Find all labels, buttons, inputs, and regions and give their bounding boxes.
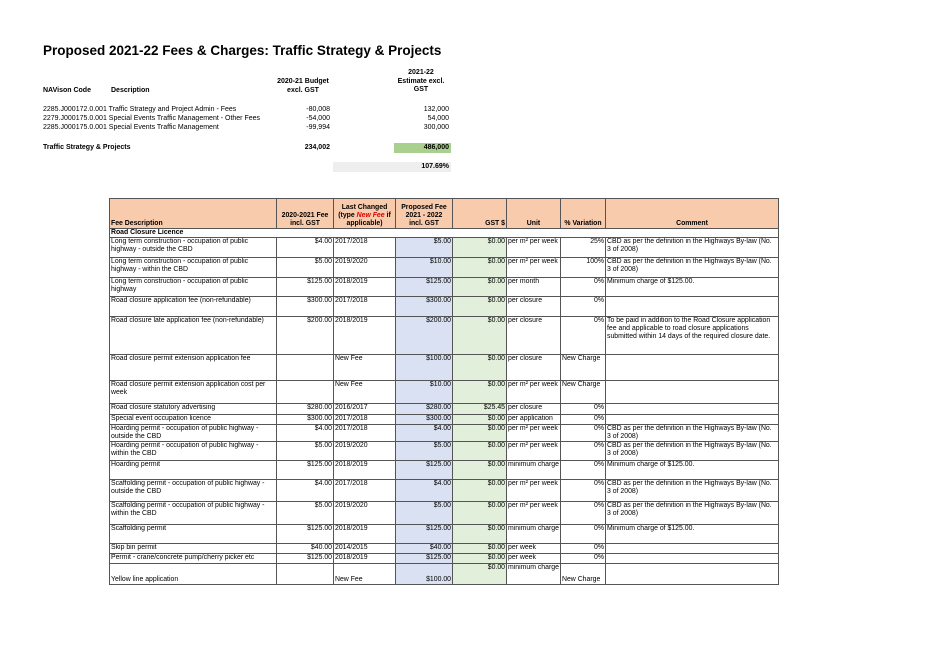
gst-value: $0.00 <box>453 415 507 425</box>
col-header-comment: Comment <box>606 199 779 229</box>
proposed-fee: $4.00 <box>396 480 453 502</box>
unit: per m² per week <box>507 502 561 525</box>
summary-description: Special Events Traffic Management - Other Fees <box>108 115 261 122</box>
unit: minimum charge <box>507 564 561 585</box>
summary-budget: -99,994 <box>306 124 330 131</box>
summary-row <box>43 124 219 133</box>
summary-budget: -80,008 <box>306 106 330 113</box>
summary-description: Special Events Traffic Management <box>108 124 219 131</box>
comment: CBD as per the definition in the Highways By-law (No. 3 of 2008) <box>606 238 779 258</box>
fee-2020: $125.00 <box>277 278 334 297</box>
last-changed: 2017/2018 <box>334 238 396 258</box>
gst-value: $0.00 <box>453 355 507 381</box>
table-row <box>110 554 779 564</box>
comment <box>606 544 779 554</box>
summary-header-estimate-line1: 2021-22 <box>408 69 434 76</box>
fee-2020: $125.00 <box>277 525 334 544</box>
table-row <box>110 425 779 442</box>
summary-header-description: Description <box>111 87 150 94</box>
unit: per month <box>507 278 561 297</box>
gst-value: $0.00 <box>453 554 507 564</box>
fee-description: Scaffolding permit - occupation of public highway - within the CBD <box>110 502 277 525</box>
fee-2020: $4.00 <box>277 238 334 258</box>
unit: per m² per week <box>507 480 561 502</box>
proposed-fee: $5.00 <box>396 442 453 461</box>
gst-value: $0.00 <box>453 317 507 355</box>
col-header-variation: % Variation <box>561 199 606 229</box>
fee-2020: $5.00 <box>277 258 334 278</box>
col-header-proposed-line3: incl. GST <box>409 220 439 227</box>
summary-total-label: Traffic Strategy & Projects <box>43 144 131 151</box>
last-changed: 2018/2019 <box>334 278 396 297</box>
fee-description: Special event occupation licence <box>110 415 277 425</box>
variation: 0% <box>561 461 606 480</box>
proposed-fee: $300.00 <box>396 297 453 317</box>
proposed-fee: $125.00 <box>396 525 453 544</box>
last-changed: 2017/2018 <box>334 480 396 502</box>
variation: 0% <box>561 415 606 425</box>
col-header-unit: Unit <box>507 199 561 229</box>
last-changed: 2019/2020 <box>334 502 396 525</box>
fee-description: Hoarding permit <box>110 461 277 480</box>
fee-2020: $200.00 <box>277 317 334 355</box>
fee-description: Scaffolding permit <box>110 525 277 544</box>
gst-value: $0.00 <box>453 442 507 461</box>
fee-description: Permit - crane/concrete pump/cherry picker etc <box>110 554 277 564</box>
variation: 25% <box>561 238 606 258</box>
gst-value: $0.00 <box>453 258 507 278</box>
last-changed: 2018/2019 <box>334 317 396 355</box>
comment: Minimum charge of $125.00. <box>606 461 779 480</box>
unit: per closure <box>507 404 561 415</box>
proposed-fee: $100.00 <box>396 564 453 585</box>
proposed-fee: $10.00 <box>396 258 453 278</box>
table-row <box>110 502 779 525</box>
summary-estimate: 132,000 <box>423 106 449 113</box>
proposed-fee: $125.00 <box>396 461 453 480</box>
comment <box>606 415 779 425</box>
fee-description: Yellow line application <box>110 564 277 585</box>
last-changed: New Fee <box>334 381 396 404</box>
fee-description: Hoarding permit - occupation of public highway - within the CBD <box>110 442 277 461</box>
col-header-gst: GST $ <box>453 199 507 229</box>
table-row <box>110 525 779 544</box>
col-header-last-line3: applicable) <box>346 220 383 227</box>
col-header-fee-2020 <box>277 199 334 229</box>
col-header-new-fee: New Fee <box>356 212 385 219</box>
table-row <box>110 404 779 415</box>
last-changed: 2018/2019 <box>334 525 396 544</box>
col-header-description: Fee Description <box>110 199 277 229</box>
last-changed: 2018/2019 <box>334 554 396 564</box>
summary-header-code: NAVison Code <box>43 87 91 94</box>
summary-total-estimate: 486,000 <box>394 143 451 153</box>
proposed-fee: $5.00 <box>396 238 453 258</box>
col-header-proposed <box>396 199 453 229</box>
col-header-proposed-line1: Proposed Fee <box>401 204 447 211</box>
fee-description: Road closure statutory advertising <box>110 404 277 415</box>
table-row <box>110 381 779 404</box>
unit: per closure <box>507 355 561 381</box>
table-row <box>110 461 779 480</box>
last-changed: 2014/2015 <box>334 544 396 554</box>
table-header-row <box>110 199 779 229</box>
proposed-fee: $40.00 <box>396 544 453 554</box>
fee-2020: $280.00 <box>277 404 334 415</box>
variation: 0% <box>561 525 606 544</box>
unit: per week <box>507 544 561 554</box>
unit: per closure <box>507 297 561 317</box>
unit: per m² per week <box>507 442 561 461</box>
fee-description: Scaffolding permit - occupation of public highway - outside the CBD <box>110 480 277 502</box>
table-row <box>110 317 779 355</box>
section-title: Road Closure Licence <box>110 229 779 238</box>
table-row <box>110 480 779 502</box>
summary-row <box>43 115 260 124</box>
table-row <box>110 258 779 278</box>
fee-description: Road closure permit extension application fee <box>110 355 277 381</box>
last-changed: 2019/2020 <box>334 442 396 461</box>
fee-2020 <box>277 355 334 381</box>
comment: CBD as per the definition in the Highways By-law (No. 3 of 2008) <box>606 425 779 442</box>
fee-2020: $125.00 <box>277 554 334 564</box>
col-header-last-line2b: if <box>384 212 391 219</box>
comment: Minimum charge of $125.00. <box>606 525 779 544</box>
gst-value: $0.00 <box>453 525 507 544</box>
summary-code: 2279.J000175.0.001 <box>43 115 107 122</box>
fee-2020: $300.00 <box>277 415 334 425</box>
comment <box>606 404 779 415</box>
fee-2020: $4.00 <box>277 480 334 502</box>
proposed-fee: $200.00 <box>396 317 453 355</box>
fee-2020: $125.00 <box>277 461 334 480</box>
fee-description: Skip bin permit <box>110 544 277 554</box>
proposed-fee: $5.00 <box>396 502 453 525</box>
proposed-fee: $10.00 <box>396 381 453 404</box>
table-row <box>110 297 779 317</box>
fee-description: Hoarding permit - occupation of public highway - outside the CBD <box>110 425 277 442</box>
variation: 100% <box>561 258 606 278</box>
fee-2020: $300.00 <box>277 297 334 317</box>
col-header-fee-2020-line2: incl. GST <box>290 220 320 227</box>
unit: per m² per week <box>507 238 561 258</box>
fee-2020: $4.00 <box>277 425 334 442</box>
last-changed: New Fee <box>334 355 396 381</box>
comment: To be paid in addition to the Road Closure application fee and applicable to road closure applications submitted within 14 days of the required closure date. <box>606 317 779 355</box>
comment: CBD as per the definition in the Highways By-law (No. 3 of 2008) <box>606 442 779 461</box>
summary-header-estimate <box>385 69 457 95</box>
last-changed: New Fee <box>334 564 396 585</box>
summary-estimate: 54,000 <box>427 115 449 122</box>
proposed-fee: $125.00 <box>396 554 453 564</box>
fee-description: Long term construction - occupation of public highway <box>110 278 277 297</box>
variation: New Charge <box>561 564 606 585</box>
gst-value: $0.00 <box>453 425 507 442</box>
variation: 0% <box>561 544 606 554</box>
unit: per application <box>507 415 561 425</box>
last-changed: 2016/2017 <box>334 404 396 415</box>
last-changed: 2017/2018 <box>334 415 396 425</box>
summary-description: Traffic Strategy and Project Admin - Fees <box>108 106 237 113</box>
comment: CBD as per the definition in the Highways By-law (No. 3 of 2008) <box>606 502 779 525</box>
summary-header-budget-line1: 2020-21 Budget <box>277 78 329 85</box>
unit: minimum charge <box>507 525 561 544</box>
summary-code: 2285.J000172.0.001 <box>43 106 107 113</box>
gst-value: $0.00 <box>453 461 507 480</box>
table-row <box>110 355 779 381</box>
variation: 0% <box>561 502 606 525</box>
variation: 0% <box>561 278 606 297</box>
proposed-fee: $280.00 <box>396 404 453 415</box>
variation: 0% <box>561 317 606 355</box>
comment <box>606 381 779 404</box>
variation: 0% <box>561 404 606 415</box>
unit: per m² per week <box>507 425 561 442</box>
last-changed: 2017/2018 <box>334 297 396 317</box>
summary-row <box>43 106 236 115</box>
col-header-proposed-line2: 2021 - 2022 <box>405 212 443 219</box>
table-row <box>110 564 779 585</box>
gst-value: $0.00 <box>453 480 507 502</box>
comment: CBD as per the definition in the Highways By-law (No. 3 of 2008) <box>606 480 779 502</box>
fees-table-body <box>110 229 779 585</box>
summary-header-estimate-line2: Estimate excl. <box>397 77 445 85</box>
gst-value: $0.00 <box>453 564 507 585</box>
summary-code: 2285.J000175.0.001 <box>43 124 107 131</box>
gst-value: $25.45 <box>453 404 507 415</box>
last-changed: 2018/2019 <box>334 461 396 480</box>
gst-value: $0.00 <box>453 381 507 404</box>
variation: 0% <box>561 554 606 564</box>
unit: per m² per week <box>507 258 561 278</box>
comment <box>606 297 779 317</box>
fee-2020: $5.00 <box>277 502 334 525</box>
last-changed: 2017/2018 <box>334 425 396 442</box>
summary-budget: -54,000 <box>306 115 330 122</box>
summary-variation: 107.69% <box>333 162 451 172</box>
fee-2020 <box>277 564 334 585</box>
variation: 0% <box>561 442 606 461</box>
variation: 0% <box>561 425 606 442</box>
comment <box>606 554 779 564</box>
col-header-fee-2020-line1: 2020-2021 Fee <box>281 212 329 219</box>
gst-value: $0.00 <box>453 544 507 554</box>
variation: 0% <box>561 297 606 317</box>
summary-header-budget-line2: excl. GST <box>287 86 319 94</box>
gst-value: $0.00 <box>453 297 507 317</box>
col-header-last-line1: Last Changed <box>341 204 388 211</box>
fee-description: Road closure permit extension application cost per week <box>110 381 277 404</box>
summary-header-budget <box>268 78 338 95</box>
proposed-fee: $100.00 <box>396 355 453 381</box>
fee-description: Road closure application fee (non-refundable) <box>110 297 277 317</box>
variation: New Charge <box>561 355 606 381</box>
fee-2020: $40.00 <box>277 544 334 554</box>
col-header-last-line2a: (type <box>338 212 357 219</box>
unit: per week <box>507 554 561 564</box>
unit: per m² per week <box>507 381 561 404</box>
proposed-fee: $125.00 <box>396 278 453 297</box>
gst-value: $0.00 <box>453 502 507 525</box>
fee-2020 <box>277 381 334 404</box>
variation: New Charge <box>561 381 606 404</box>
fee-2020: $5.00 <box>277 442 334 461</box>
proposed-fee: $4.00 <box>396 425 453 442</box>
fees-table <box>109 198 779 585</box>
fee-description: Long term construction - occupation of public highway - within the CBD <box>110 258 277 278</box>
summary-header-estimate-line3: GST <box>413 86 429 93</box>
page-title: Proposed 2021-22 Fees & Charges: Traffic Strategy & Projects <box>43 43 442 58</box>
proposed-fee: $300.00 <box>396 415 453 425</box>
fee-description: Road closure late application fee (non-refundable) <box>110 317 277 355</box>
comment <box>606 564 779 585</box>
last-changed: 2019/2020 <box>334 258 396 278</box>
comment <box>606 355 779 381</box>
variation: 0% <box>561 480 606 502</box>
gst-value: $0.00 <box>453 278 507 297</box>
unit: minimum charge <box>507 461 561 480</box>
comment: Minimum charge of $125.00. <box>606 278 779 297</box>
table-row <box>110 544 779 554</box>
summary-total-budget: 234,002 <box>304 144 330 151</box>
table-row <box>110 238 779 258</box>
unit: per closure <box>507 317 561 355</box>
table-row <box>110 442 779 461</box>
table-row <box>110 415 779 425</box>
section-row <box>110 229 779 238</box>
table-row <box>110 278 779 297</box>
summary-estimate: 300,000 <box>423 124 449 131</box>
col-header-last-changed <box>334 199 396 229</box>
gst-value: $0.00 <box>453 238 507 258</box>
fee-description: Long term construction - occupation of public highway - outside the CBD <box>110 238 277 258</box>
comment: CBD as per the definition in the Highways By-law (No. 3 of 2008) <box>606 258 779 278</box>
